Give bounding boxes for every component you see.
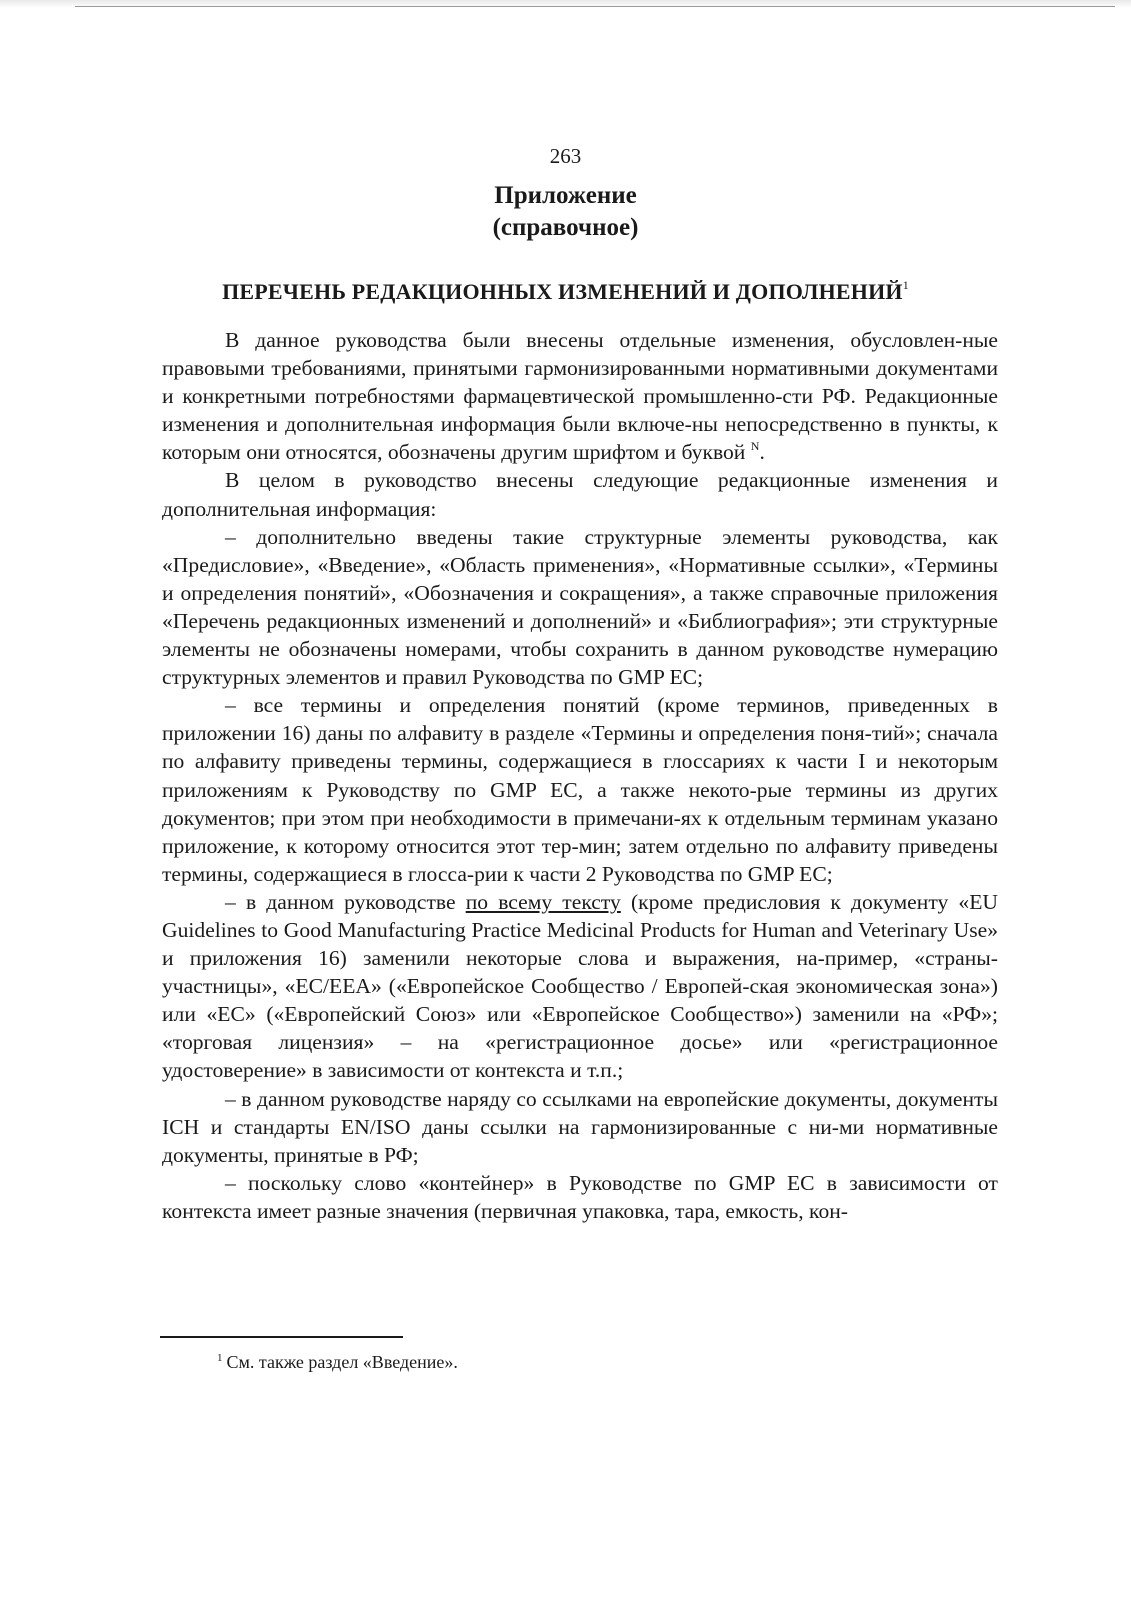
list-item-replacements-rest: (кроме предисловия к документу «EU Guidelines to Good Manufacturing Practice Medicinal Products for Human and Veterinary Use» и приложения 16) заменили некоторые слова и выражения, на-пример, «страны-участницы», «ЕС/ЕЕА» («Европейское Сообщество / Европей-ская экономическая зона») или «ЕС» («Европейский Союз» или «Европейское Сообщество») заменили на «РФ»; «торговая лицензия» – на «регистрационное досье» или «регистрационное удостоверение» в зависимости от контекста и т.п.; [162, 889, 998, 1083]
paragraph-intro-end: . [759, 440, 765, 465]
list-item-references: – в данном руководстве наряду со ссылками на европейские документы, документы ICH и стандарты EN/ISO даны ссылки на гармонизированные с ни-ми нормативные документы, принятые в РФ; [162, 1086, 998, 1167]
letter-n-marker: N [750, 439, 760, 454]
page-number: 263 [549, 144, 582, 168]
list-item-replacements-start: – в данном руководстве [225, 889, 456, 914]
paragraph-intro-text: В данное руководства были внесены отдельные изменения, обусловлен-ные правовыми требованиями, принятыми гармонизированными нормативными документами и конкретными потребностями фармацевтической промышленно-сти РФ. Редакционные изменения и дополнительная информация были включе-ны непосредственно в пункты, к которым они относятся, обозначены другим шрифтом и буквой [162, 328, 998, 465]
footnote [217, 1347, 458, 1373]
list-item-structural-elements: – дополнительно введены такие структурные элементы руководства, как «Предисловие», «Введение», «Область применения», «Нормативные ссылки», «Термины и определения понятий», «Обозначения и сокращения», а также справочные приложения «Перечень редакционных изменений и дополнений» и «Библиография»; эти структурные элементы не обозначены номерами, чтобы сохранить в данном руководстве нумерацию структурных элементов и правил Руководства по GMP ЕС; [162, 524, 998, 690]
footnote-text: См. также раздел «Введение». [226, 1352, 458, 1372]
body-text [162, 326, 998, 1225]
section-title [0, 270, 1131, 307]
list-item-container: – поскольку слово «контейнер» в Руководстве по GMP ЕС в зависимости от контекста имеет разные значения (первичная упаковка, тара, емкость, кон- [162, 1170, 998, 1223]
list-item-terms: – все термины и определения понятий (кроме терминов, приведенных в приложении 16) даны по алфавиту в разделе «Термины и определения поня-тий»; сначала по алфавиту приведены термины, содержащиеся в глоссариях к части I и некоторым приложениям к Руководству по GMP ЕС, а также некото-рые термины из других документов; при этом при необходимости в примечани-ях к отдельным терминам указано приложение, к которому относится этот тер-мин; затем отдельно по алфавиту приведены термины, содержащиеся в глосса-рии к части 2 Руководства по GMP ЕС; [162, 693, 998, 886]
footnote-marker: 1 [217, 1352, 223, 1364]
scan-edge-line [75, 6, 1115, 7]
footnote-reference[interactable]: 1 [902, 278, 909, 292]
footnote-separator [160, 1336, 403, 1338]
list-item-replacements [162, 888, 998, 1085]
paragraph-summary: В целом в руководство внесены следующие редакционные изменения и дополнительная информация: [162, 468, 998, 521]
section-title-text: ПЕРЕЧЕНЬ РЕДАКЦИОННЫХ ИЗМЕНЕНИЙ И ДОПОЛНЕНИЙ [222, 279, 903, 304]
underlined-phrase: по всему тексту [465, 889, 621, 914]
appendix-title: Приложение [494, 182, 637, 209]
appendix-subtitle: (справочное) [492, 214, 639, 241]
paragraph-intro [162, 326, 998, 466]
